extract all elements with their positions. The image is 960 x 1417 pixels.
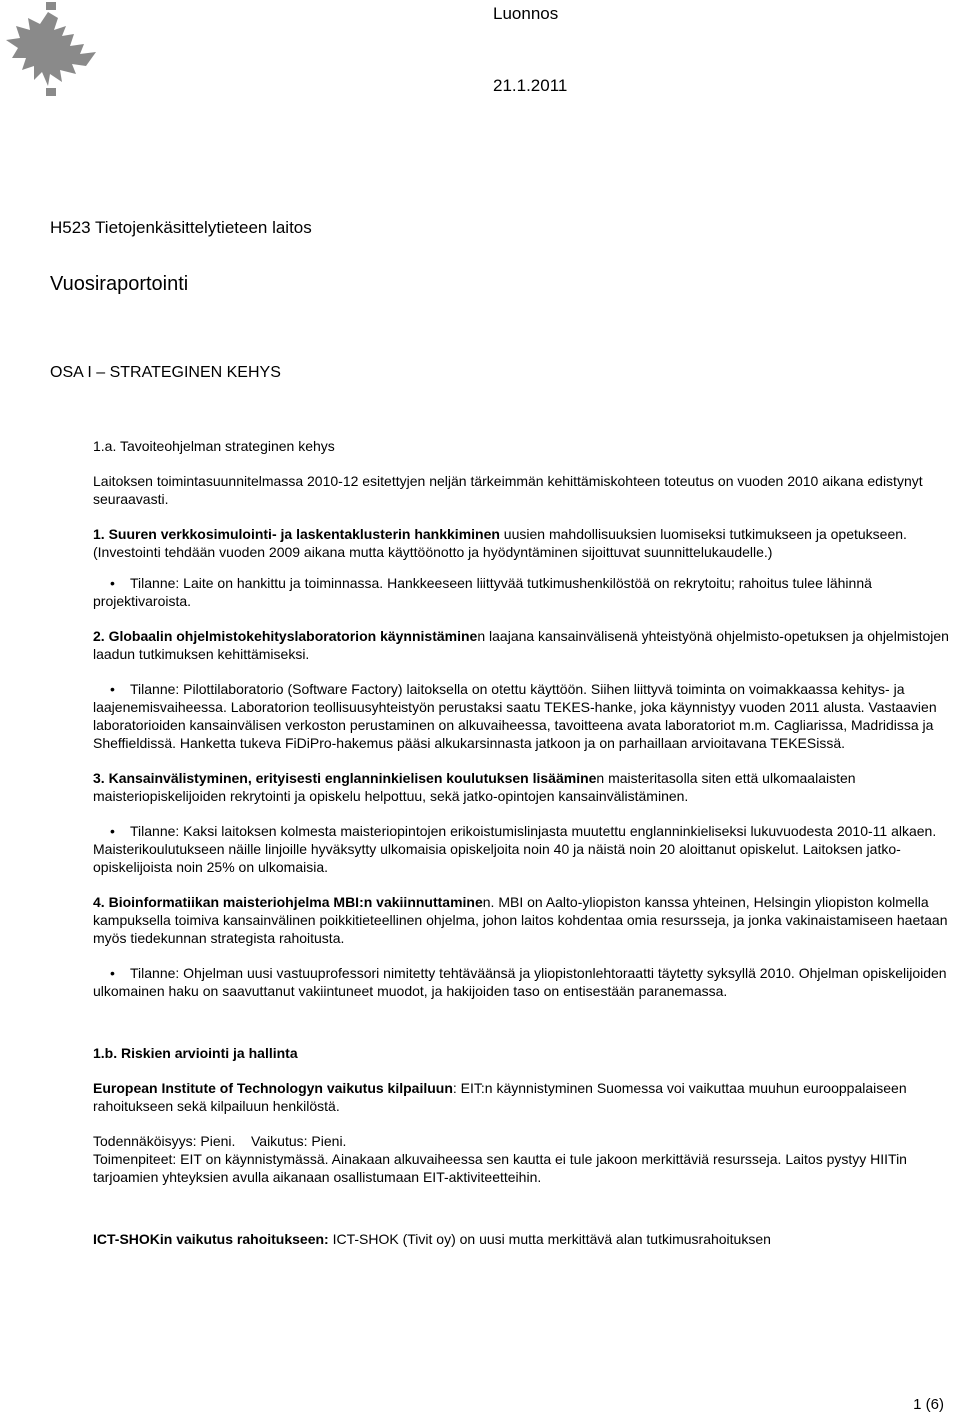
goal-item-2-status: • Tilanne: Pilottilaboratorio (Software Factory) laitoksella on otettu käyttöön. Siihen liittyvä toiminta on voimakkaassa kehitys- ja laajenemisvaiheessa. Laboratorion teollisuusyhteistyön perustaksi saatu TEKES-hanke, joka käynnistyy vuoden 2011 alusta. Vastaavien laboratorioiden kansainvälisen verkoston perustaminen on alkuvaiheessa, tavoitteena avata laboratoriot m.m. Cagliarissa, Madridissa ja Sheffieldissä. Hanketta tukeva FiDiPro-hakemus pääsi alkukarsinnasta jatkoon ja on parhaillaan arvioitavana TEKESissä. (93, 681, 937, 751)
goal-item-3: 3. Kansainvälistyminen, erityisesti englanninkielisen koulutuksen lisääminen maisteritasolla siten että ulkomaalaisten maisteriopiskelijoiden rekrytointi ja opiskelu helpottuu, sekä jatko-opintojen kansainvälistäminen. (93, 770, 856, 804)
section-1a-intro: Laitoksen toimintasuunnitelmassa 2010-12 esitettyjen neljän tärkeimmän kehittämiskohteen toteutus on vuoden 2010 aikana edistynyt seuraavasti. (93, 473, 923, 507)
report-title: Vuosiraportointi (50, 273, 189, 295)
risk-probability: Todennäköisyys: Pieni. (93, 1133, 236, 1149)
goal-item-4: 4. Bioinformatiikan maisteriohjelma MBI:n vakiinnuttaminen. MBI on Aalto-yliopiston kanssa yhteinen, Helsingin yliopiston kolmella kampuksella toimiva kansainvälinen poikkitieteellinen ohjelma, johon laitos kohdentaa omia resursseja, ja jonka vakinaistamiseen haetaan myös tiedekunnan strategista rahoitusta. (93, 894, 948, 946)
department-title: H523 Tietojenkäsittelytieteen laitos (50, 218, 312, 237)
part-heading: OSA I – STRATEGINEN KEHYS (50, 364, 281, 381)
risk-eit: European Institute of Technologyn vaikutus kilpailuun: EIT:n käynnistyminen Suomessa voi vaikuttaa muuhun eurooppalaiseen rahoitukseen sekä kilpailuun henkilöstä. (93, 1080, 907, 1114)
document-body (93, 437, 955, 1248)
risk-ict-shok: ICT-SHOKin vaikutus rahoitukseen: ICT-SHOK (Tivit oy) on uusi mutta merkittävä alan tutkimusrahoituksen (93, 1231, 771, 1247)
risk-eit-measures: Toimenpiteet: EIT on käynnistymässä. Ainakaan alkuvaiheessa sen kautta ei tule jakoon merkittäviä resursseja. Laitos pystyy HIITin tarjoamien yhteyksien avulla aikanaan osallistumaan EIT-aktiviteetteihin. (93, 1151, 907, 1185)
goal-item-2: 2. Globaalin ohjelmistokehityslaboratorion käynnistäminen laajana kansainvälisenä yhteistyönä ohjelmisto-opetuksen ja ohjelmistojen laadun tutkimuksen kehittämiseksi. (93, 628, 949, 662)
risk-eit-assessment (93, 1132, 955, 1150)
section-1b-heading: 1.b. Riskien arviointi ja hallinta (93, 1045, 298, 1061)
page-number: 1 (6) (913, 1396, 944, 1413)
document-date: 21.1.2011 (493, 76, 568, 95)
risk-impact: Vaikutus: Pieni. (250, 1133, 347, 1149)
section-1a-heading: 1.a. Tavoiteohjelman strateginen kehys (93, 438, 335, 454)
goal-item-3-status: • Tilanne: Kaksi laitoksen kolmesta maisteriopintojen erikoistumislinjasta muutettu englanninkieliseksi lukuvuodesta 2010-11 alkaen. Maisterikoulutukseen näille linjoille hyväksytty ulkomaisia opiskeljoita noin 40 ja näistä noin 20 aloittanut opiskelut. Laitoksen jatko-opiskelijoista noin 25% on ulkomaisia. (93, 823, 937, 875)
flame-logo-icon (0, 0, 105, 100)
goal-item-1-status: • Tilanne: Laite on hankittu ja toiminnassa. Hankkeeseen liittyvää tutkimushenkilöstöä on rekrytoitu; rahoitus tulee lähinnä projektivaroista. (93, 575, 872, 609)
draft-label: Luonnos (493, 4, 559, 23)
goal-item-1: 1. Suuren verkkosimulointi- ja laskentaklusterin hankkiminen uusien mahdollisuuksien luomiseksi tutkimukseen ja opetukseen. (Investointi tehdään vuoden 2009 aikana mutta käyttöönotto ja hyödyntäminen sijoittuvat suunnittelukaudelle.) (93, 526, 907, 560)
university-logo (0, 0, 105, 100)
goal-item-4-status: • Tilanne: Ohjelman uusi vastuuprofessori nimitetty tehtäväänsä ja yliopistonlehtoraatti täytetty syksyllä 2010. Ohjelman opiskelijoiden ulkomainen haku on saavuttanut vakiintuneet muodot, ja hakijoiden taso on entisestään paranemassa. (93, 965, 947, 999)
